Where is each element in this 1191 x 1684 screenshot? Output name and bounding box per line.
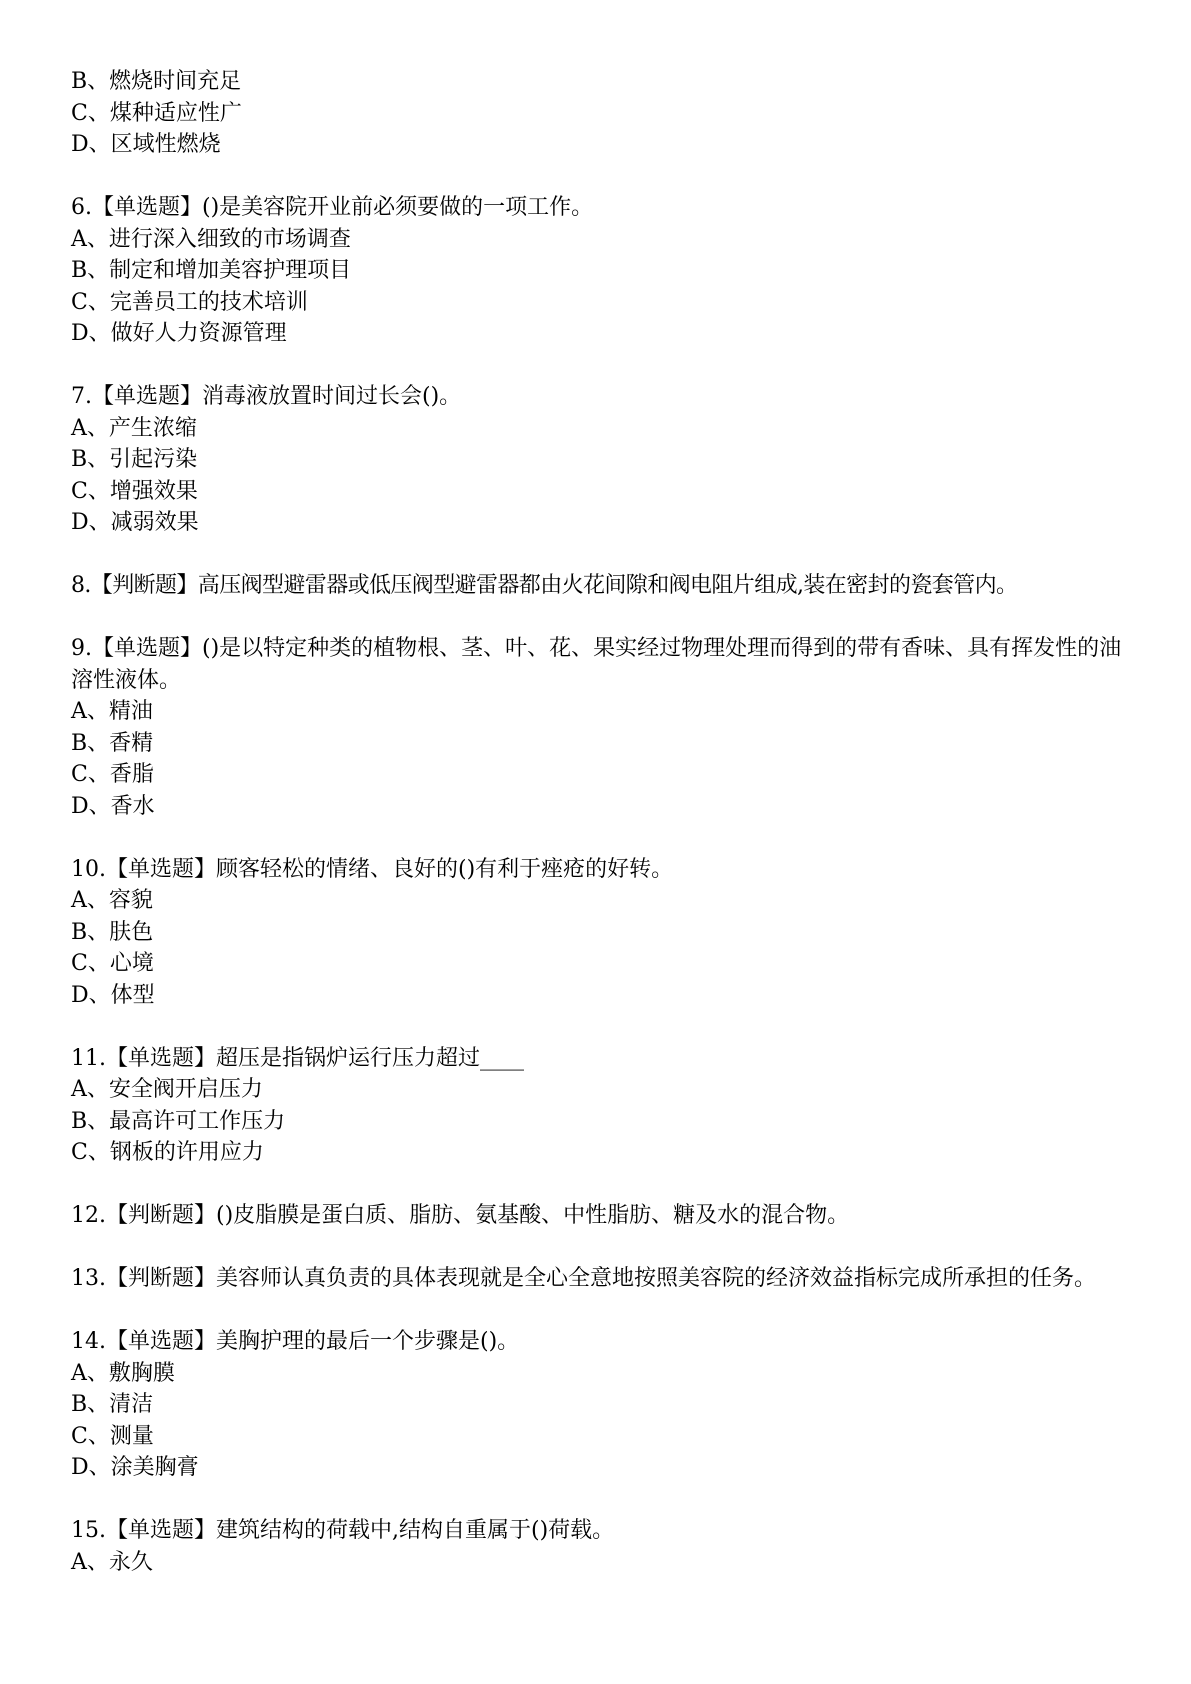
question-text: 6.【单选题】()是美容院开业前必须要做的一项工作。 <box>71 195 594 220</box>
option: B、引起污染 <box>71 447 198 472</box>
question-text: 10.【单选题】顾客轻松的情绪、良好的()有利于痤疮的好转。 <box>71 856 674 882</box>
question-14 <box>71 1326 1141 1484</box>
question-text: 8.【判断题】高压阀型避雷器或低压阀型避雷器都由火花间隙和阀电阻片组成,装在密封的瓷套管内。 <box>71 573 1018 598</box>
option: A、产生浓缩 <box>71 415 197 441</box>
option: C、完善员工的技术培训 <box>71 289 308 315</box>
option: C、心境 <box>71 951 154 976</box>
option: C、增强效果 <box>71 478 198 504</box>
lead-options <box>71 66 1141 161</box>
question-12 <box>71 1200 1141 1232</box>
question-text: 9.【单选题】()是以特定种类的植物根、茎、叶、花、果实经过物理处理而得到的带有香味、具有挥发性的油溶性液体。 <box>71 636 1122 693</box>
option: B、香精 <box>71 730 154 756</box>
option: D、香水 <box>71 793 155 819</box>
option: A、精油 <box>71 699 153 724</box>
question-text: 13.【判断题】美容师认真负责的具体表现就是全心全意地按照美容院的经济效益指标完成所承担的任务。 <box>71 1266 1096 1291</box>
option: B、制定和增加美容护理项目 <box>71 258 352 283</box>
question-text: 15.【单选题】建筑结构的荷载中,结构自重属于()荷载。 <box>71 1518 615 1543</box>
question-text: 14.【单选题】美胸护理的最后一个步骤是()。 <box>71 1329 520 1354</box>
question-text: 7.【单选题】消毒液放置时间过长会()。 <box>71 384 462 409</box>
option: D、涂美胸膏 <box>71 1455 199 1480</box>
question-15 <box>71 1515 1141 1578</box>
question-9 <box>71 633 1141 822</box>
question-text: 11.【单选题】超压是指锅炉运行压力超过____ <box>71 1045 524 1071</box>
question-8 <box>71 570 1141 602</box>
question-11 <box>71 1043 1141 1169</box>
option: A、安全阀开启压力 <box>71 1077 263 1102</box>
option: A、容貌 <box>71 888 153 913</box>
option: C、测量 <box>71 1423 154 1449</box>
option: C、钢板的许用应力 <box>71 1140 264 1165</box>
option: B、清洁 <box>71 1392 154 1417</box>
option: C、香脂 <box>71 762 154 787</box>
question-13 <box>71 1263 1141 1295</box>
question-10 <box>71 854 1141 1012</box>
option: D、体型 <box>71 982 155 1008</box>
question-text: 12.【判断题】()皮脂膜是蛋白质、脂肪、氨基酸、中性脂肪、糖及水的混合物。 <box>71 1203 850 1228</box>
question-6 <box>71 192 1141 350</box>
option: B、最高许可工作压力 <box>71 1108 286 1134</box>
option: A、敷胸膜 <box>71 1360 175 1386</box>
exam-page <box>71 66 1141 1610</box>
option: D、减弱效果 <box>71 510 199 535</box>
option: B、燃烧时间充足 <box>71 69 242 94</box>
option: A、永久 <box>71 1549 153 1575</box>
option: A、进行深入细致的市场调查 <box>71 226 351 252</box>
option: D、做好人力资源管理 <box>71 321 287 346</box>
question-7 <box>71 381 1141 539</box>
option: B、肤色 <box>71 919 154 945</box>
option: D、区域性燃烧 <box>71 132 221 157</box>
option: C、煤种适应性广 <box>71 100 242 126</box>
